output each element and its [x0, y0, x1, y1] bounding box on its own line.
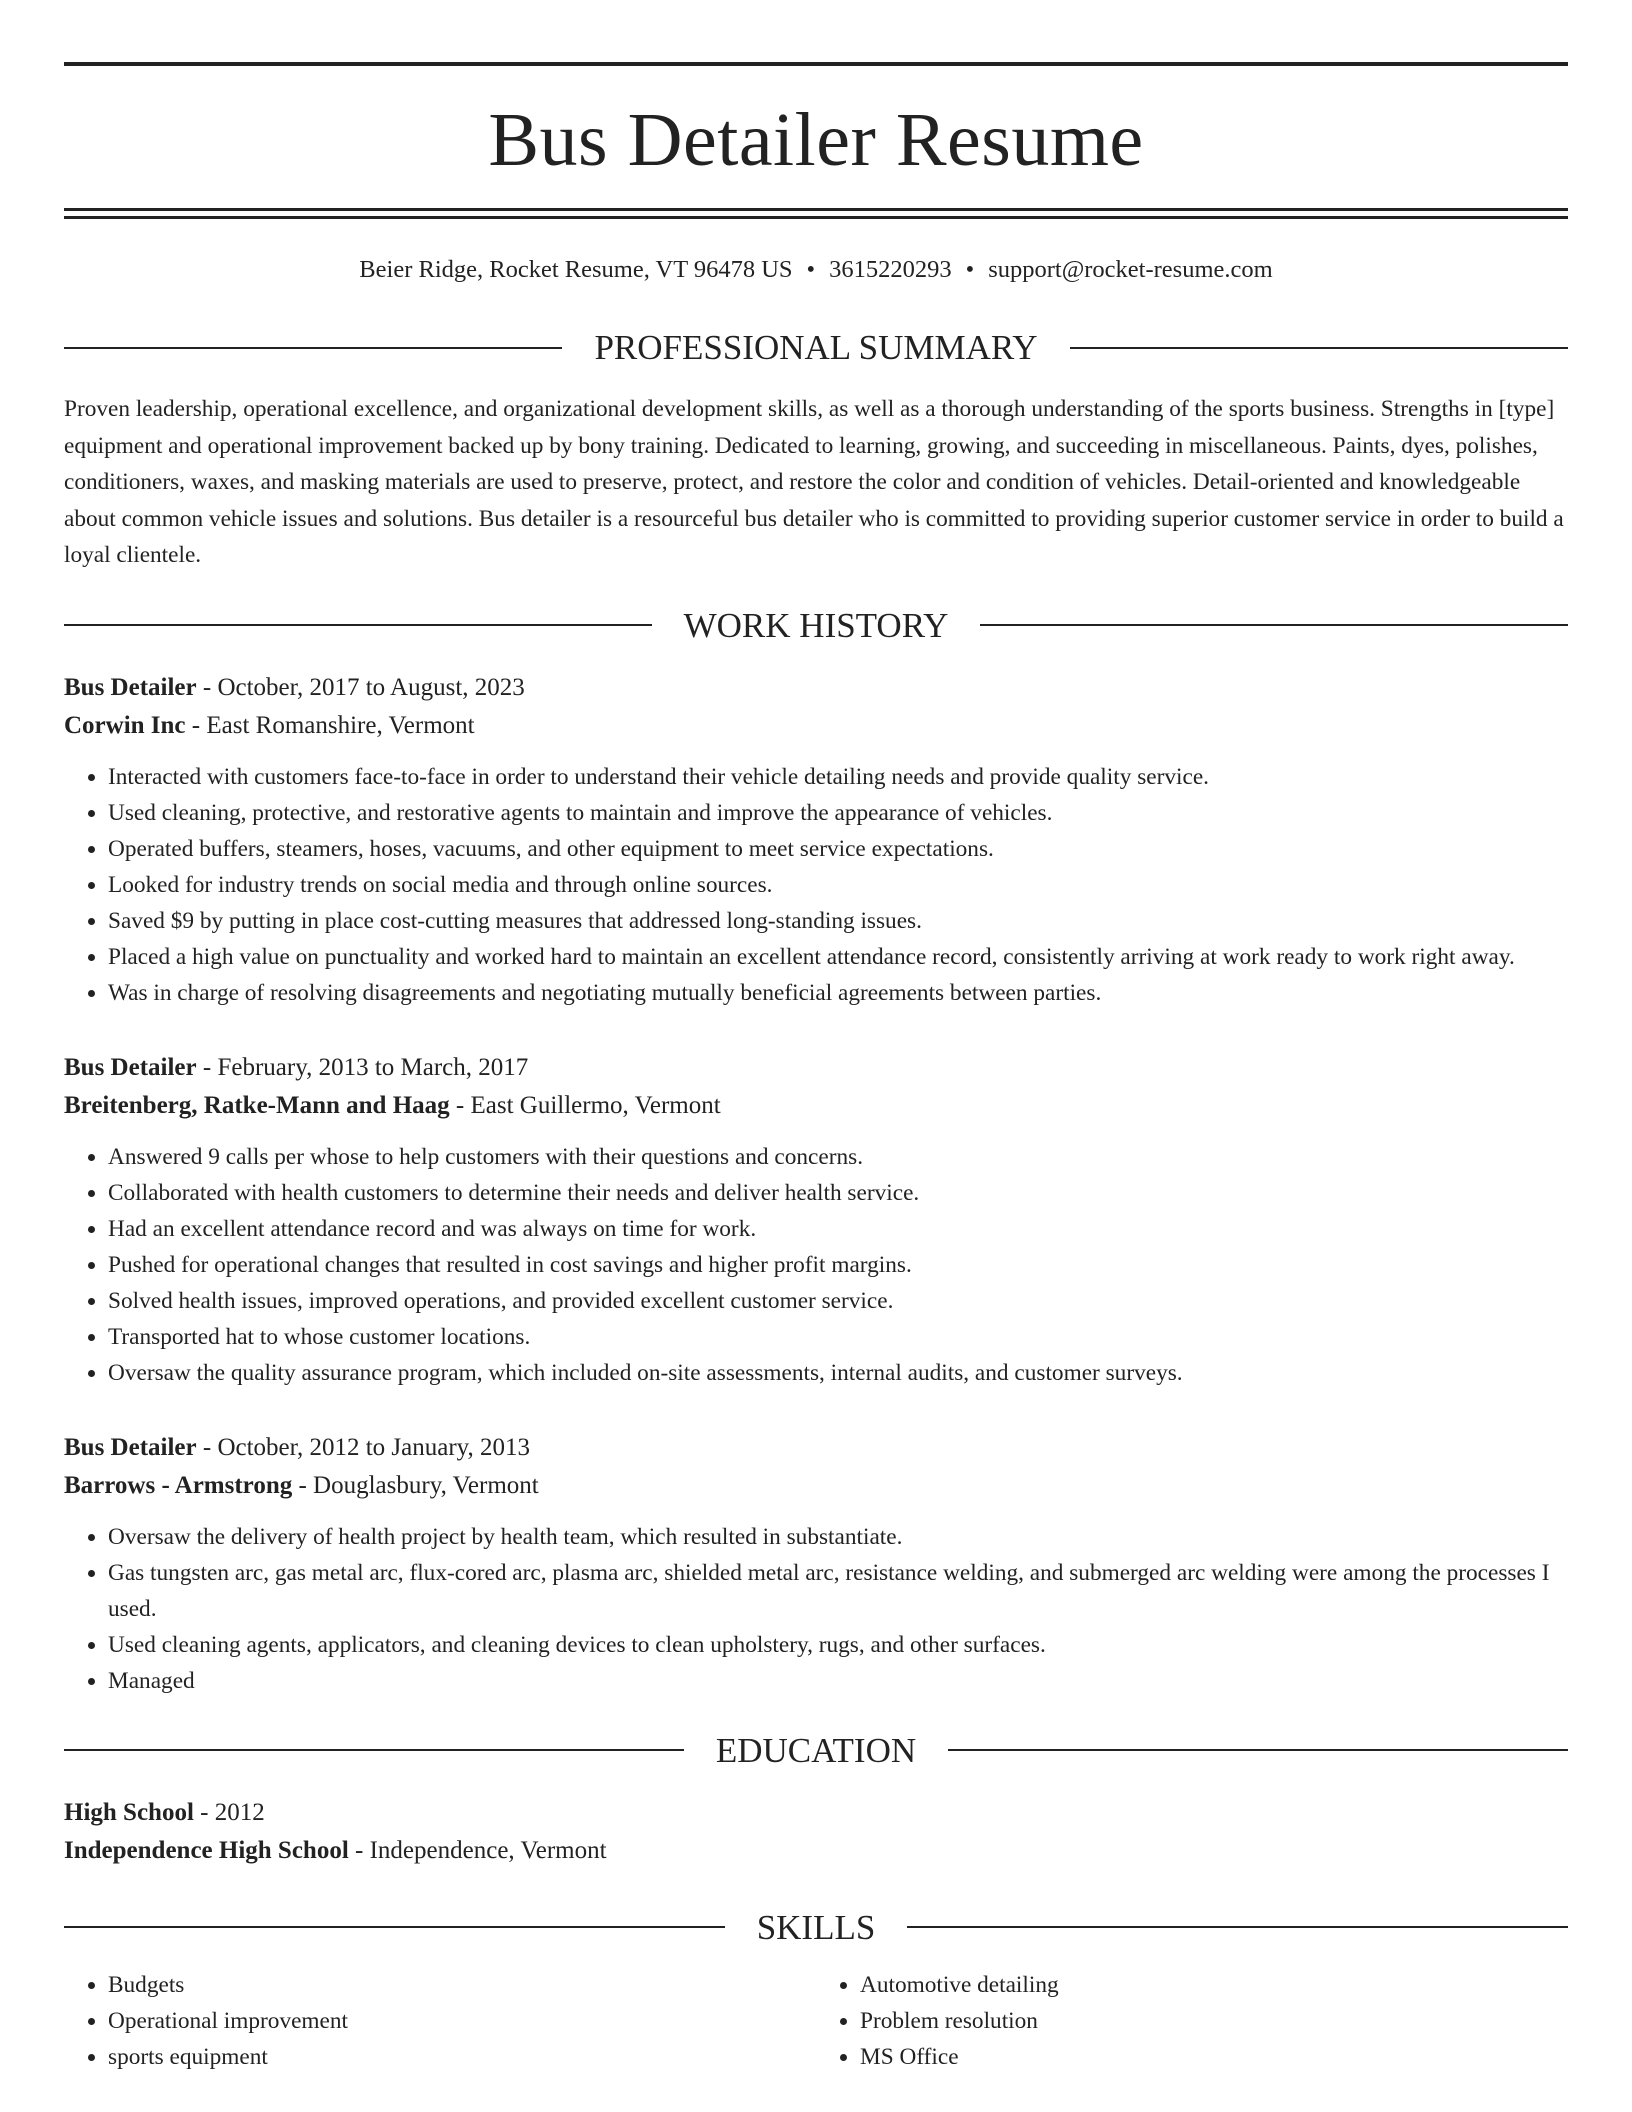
- job-entry-1: [64, 669, 1568, 1011]
- skill-item: • Automotive detailing: [860, 1967, 1568, 2003]
- job-bullet: • Placed a high value on punctuality and worked hard to maintain an excellent attendance record, consistently arriving at work ready to work right away.: [108, 939, 1568, 975]
- contact-email: support@rocket-resume.com: [988, 256, 1273, 283]
- job-bullets: [64, 759, 1568, 1011]
- section-rule-right: [948, 1749, 1568, 1751]
- job-company-line: [64, 1087, 1568, 1125]
- job-bullets: [64, 1519, 1568, 1699]
- section-rule-right: [907, 1926, 1568, 1928]
- job-bullet: • Looked for industry trends on social media and through online sources.: [108, 867, 1568, 903]
- section-title-summary: PROFESSIONAL SUMMARY: [594, 328, 1038, 368]
- job-location: - Douglasbury, Vermont: [292, 1471, 539, 1499]
- education-school: Independence High School: [64, 1836, 349, 1864]
- job-title: Bus Detailer: [64, 673, 197, 701]
- job-bullet: • Gas tungsten arc, gas metal arc, flux-cored arc, plasma arc, shielded metal arc, resistance welding, and submerged arc welding were among the processes I used.: [108, 1555, 1568, 1627]
- title-double-rule: [64, 208, 1568, 219]
- contact-line: [64, 255, 1568, 284]
- job-company: Barrows - Armstrong: [64, 1471, 293, 1499]
- job-company: Corwin Inc: [64, 711, 186, 739]
- job-bullet: • Operated buffers, steamers, hoses, vacuums, and other equipment to meet service expectations.: [108, 831, 1568, 867]
- section-rule-right: [980, 624, 1568, 626]
- section-header-education: [64, 1730, 1568, 1770]
- section-title-work: WORK HISTORY: [683, 605, 949, 645]
- job-bullet: • Saved $9 by putting in place cost-cutting measures that addressed long-standing issues.: [108, 903, 1568, 939]
- education-degree: High School: [64, 1798, 194, 1826]
- job-company-line: [64, 707, 1568, 745]
- job-dates: - October, 2017 to August, 2023: [196, 673, 525, 701]
- section-rule-right: [1070, 347, 1568, 349]
- job-title-line: [64, 1049, 1568, 1087]
- job-title-line: [64, 669, 1568, 707]
- job-title-line: [64, 1429, 1568, 1467]
- job-title: Bus Detailer: [64, 1433, 197, 1461]
- section-title-education: EDUCATION: [715, 1730, 917, 1770]
- skills-grid: [64, 1967, 1568, 2075]
- job-bullet: • Answered 9 calls per whose to help customers with their questions and concerns.: [108, 1139, 1568, 1175]
- skill-item: • MS Office: [860, 2039, 1568, 2075]
- job-bullet: • Pushed for operational changes that resulted in cost savings and higher profit margins.: [108, 1247, 1568, 1283]
- skills-column-right: [816, 1967, 1568, 2075]
- job-dates: - February, 2013 to March, 2017: [196, 1053, 529, 1081]
- education-degree-line: [64, 1794, 1568, 1832]
- skill-item: • Operational improvement: [108, 2003, 816, 2039]
- job-bullet: • Had an excellent attendance record and was always on time for work.: [108, 1211, 1568, 1247]
- job-bullet: • Interacted with customers face-to-face in order to understand their vehicle detailing needs and provide quality service.: [108, 759, 1568, 795]
- job-bullet: • Solved health issues, improved operations, and provided excellent customer service.: [108, 1283, 1568, 1319]
- section-header-summary: [64, 328, 1568, 368]
- education-school-line: [64, 1832, 1568, 1870]
- section-header-skills: [64, 1907, 1568, 1947]
- job-company: Breitenberg, Ratke-Mann and Haag: [64, 1091, 450, 1119]
- contact-phone: 3615220293: [829, 256, 952, 283]
- contact-address: Beier Ridge, Rocket Resume, VT 96478 US: [359, 256, 793, 283]
- section-rule-left: [64, 1926, 725, 1928]
- resume-title: Bus Detailer Resume: [488, 98, 1144, 182]
- section-rule-left: [64, 624, 652, 626]
- skill-item: • Problem resolution: [860, 2003, 1568, 2039]
- education-entry: [64, 1794, 1568, 1870]
- skill-item: • Budgets: [108, 1967, 816, 2003]
- job-bullet: • Managed: [108, 1663, 1568, 1699]
- skills-column-left: [64, 1967, 816, 2075]
- section-title-skills: SKILLS: [756, 1907, 876, 1947]
- job-entry-3: [64, 1429, 1568, 1699]
- job-bullets: [64, 1139, 1568, 1391]
- contact-separator: •: [965, 256, 975, 283]
- job-bullet: • Used cleaning, protective, and restorative agents to maintain and improve the appearance of vehicles.: [108, 795, 1568, 831]
- job-bullet: • Oversaw the delivery of health project by health team, which resulted in substantiate.: [108, 1519, 1568, 1555]
- education-location: - Independence, Vermont: [348, 1836, 607, 1864]
- skill-item: • sports equipment: [108, 2039, 816, 2075]
- job-entry-2: [64, 1049, 1568, 1391]
- job-location: - East Guillermo, Vermont: [449, 1091, 721, 1119]
- job-title: Bus Detailer: [64, 1053, 197, 1081]
- section-rule-left: [64, 347, 562, 349]
- job-company-line: [64, 1467, 1568, 1505]
- job-bullet: • Collaborated with health customers to determine their needs and deliver health service.: [108, 1175, 1568, 1211]
- summary-text: Proven leadership, operational excellence, and organizational development skills, as well as a thorough understanding of the sports business. Strengths in [type] equipment and operational improvement backed up by bony training. Dedicated to learning, growing, and succeeding in miscellaneous. Paints, dyes, polishes, conditioners, waxes, and masking materials are used to preserve, protect, and restore the color and condition of vehicles. Detail-oriented and knowledgeable about common vehicle issues and solutions. Bus detailer is a resourceful bus detailer who is committed to providing superior customer service in order to build a loyal clientele.: [64, 396, 1564, 569]
- job-bullet: • Was in charge of resolving disagreements and negotiating mutually beneficial agreements between parties.: [108, 975, 1568, 1011]
- section-rule-left: [64, 1749, 684, 1751]
- job-bullet: • Transported hat to whose customer locations.: [108, 1319, 1568, 1355]
- job-dates: - October, 2012 to January, 2013: [196, 1433, 531, 1461]
- job-bullet: • Used cleaning agents, applicators, and cleaning devices to clean upholstery, rugs, and other surfaces.: [108, 1627, 1568, 1663]
- job-location: - East Romanshire, Vermont: [185, 711, 475, 739]
- education-year: - 2012: [193, 1798, 265, 1826]
- job-bullet: • Oversaw the quality assurance program, which included on-site assessments, internal audits, and customer surveys.: [108, 1355, 1568, 1391]
- contact-separator: •: [806, 256, 816, 283]
- section-header-work: [64, 605, 1568, 645]
